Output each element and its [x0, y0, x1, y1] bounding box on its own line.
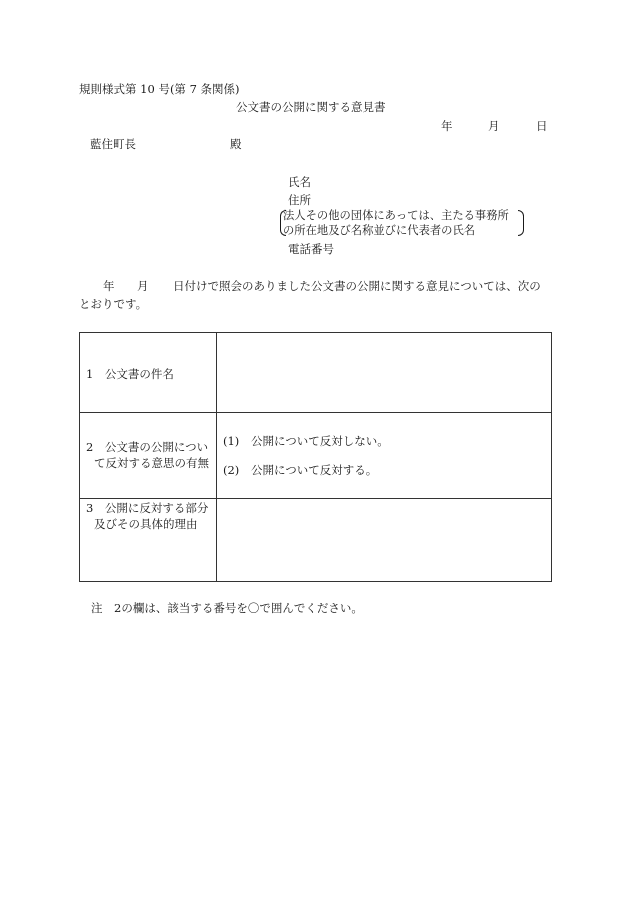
body-text-line2: とおりです。: [79, 297, 148, 311]
right-bracket: [518, 210, 524, 236]
document-title: 公文書の公開に関する意見書: [236, 100, 386, 114]
corporation-note: [280, 208, 524, 238]
row2-options-cell: [217, 413, 552, 499]
form-number: 規則様式第 10 号(第 7 条関係): [79, 82, 240, 96]
body-year-label: 年: [103, 279, 115, 293]
submitter-address-label: 住所: [288, 193, 311, 207]
option-1-text: 公開について反対しない。: [251, 434, 389, 448]
addressee-name: 藍住町長: [90, 137, 136, 151]
date-year-label: 年: [441, 119, 453, 133]
opinion-table: [79, 332, 552, 582]
row3-label-line1: 3 公開に反対する部分: [86, 501, 209, 515]
row1-value-cell: [217, 333, 552, 413]
submitter-phone-label: 電話番号: [288, 242, 334, 256]
submitter-name-label: 氏名: [288, 175, 311, 189]
date-month-label: 月: [488, 119, 500, 133]
addressee-honorific: 殿: [230, 137, 242, 151]
corporation-note-line1: 法人その他の団体にあっては、主たる事務所: [283, 209, 509, 222]
row2-label-line2: て反対する意思の有無: [94, 456, 209, 470]
date-day-label: 日: [536, 119, 548, 133]
table-row: [80, 333, 552, 413]
option-1: [223, 433, 389, 449]
option-2-number: (2): [223, 463, 240, 477]
option-2-text: 公開について反対する。: [251, 463, 378, 477]
table-row: [80, 413, 552, 499]
row3-label-line2: 及びその具体的理由: [94, 517, 198, 531]
footnote: 注 2の欄は、該当する番号を〇で囲んでください。: [91, 601, 363, 615]
body-text-line1: 日付けで照会のありました公文書の公開に関する意見については、次の: [173, 279, 541, 293]
option-2: [223, 462, 377, 478]
option-1-number: (1): [223, 434, 240, 448]
body-month-label: 月: [137, 279, 149, 293]
table-row: [80, 499, 552, 582]
corporation-note-line2: の所在地及び名称並びに代表者の氏名: [283, 224, 476, 237]
row2-label-cell: [80, 413, 217, 499]
row1-label-cell: [80, 333, 217, 413]
row3-value-cell: [217, 499, 552, 582]
row3-label-cell: [80, 499, 217, 582]
row2-label-line1: 2 公文書の公開につい: [86, 440, 209, 454]
row1-label: 1 公文書の件名: [86, 367, 174, 381]
